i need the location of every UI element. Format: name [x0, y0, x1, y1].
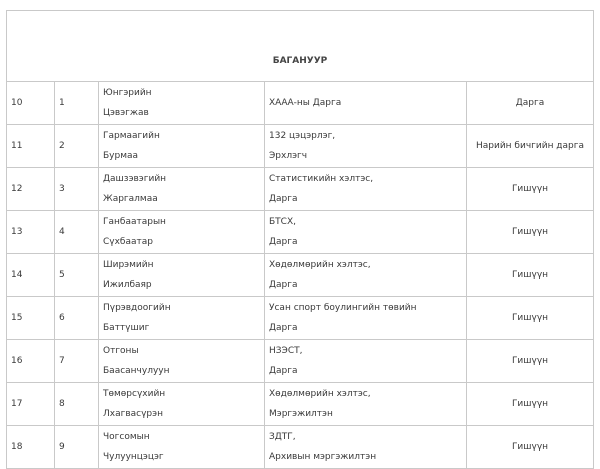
row-index-cell: 16 [7, 340, 55, 383]
organization-cell [265, 168, 467, 211]
organization-cell [265, 383, 467, 426]
members-table [6, 10, 594, 469]
name-cell [99, 383, 265, 426]
row-number-cell: 4 [55, 211, 99, 254]
father-name: Төмөрсүхийн [103, 389, 166, 399]
row-number-cell: 2 [55, 125, 99, 168]
row-number-cell: 7 [55, 340, 99, 383]
row-number-cell: 6 [55, 297, 99, 340]
row-number-cell: 1 [55, 82, 99, 125]
name-cell [99, 168, 265, 211]
name-cell [99, 297, 265, 340]
committee-role-cell: Нарийн бичгийн дарга [467, 125, 594, 168]
name-cell [99, 125, 265, 168]
organization: Усан спорт боулингийн төвийн [269, 303, 417, 313]
father-name: Чогсомын [103, 432, 150, 442]
organization-cell [265, 426, 467, 469]
table-row [7, 383, 594, 426]
table-row [7, 125, 594, 168]
table-heading: БАГАНУУР [7, 11, 594, 82]
position: Дарга [269, 194, 298, 204]
organization: Статистикийн хэлтэс, [269, 174, 374, 184]
row-index-cell: 18 [7, 426, 55, 469]
organization-cell [265, 340, 467, 383]
committee-role-cell: Гишүүн [467, 383, 594, 426]
name-cell [99, 82, 265, 125]
name-cell [99, 211, 265, 254]
organization: Хөдөлмөрийн хэлтэс, [269, 260, 371, 270]
name-cell [99, 426, 265, 469]
row-index-cell: 11 [7, 125, 55, 168]
row-index-cell: 15 [7, 297, 55, 340]
organization: ХААА-ны Дарга [269, 98, 342, 108]
organization-cell [265, 82, 467, 125]
committee-role-cell: Гишүүн [467, 340, 594, 383]
father-name: Отгоны [103, 346, 139, 356]
organization-cell [265, 254, 467, 297]
position: Мэргэжилтэн [269, 409, 333, 419]
given-name: Цэвэгжав [103, 108, 149, 118]
table-row [7, 254, 594, 297]
table-row [7, 211, 594, 254]
row-index-cell: 17 [7, 383, 55, 426]
table-heading-row [7, 11, 594, 82]
row-index-cell: 13 [7, 211, 55, 254]
table-row [7, 426, 594, 469]
organization-cell [265, 297, 467, 340]
position: Дарга [269, 280, 298, 290]
given-name: Лхагвасүрэн [103, 409, 163, 419]
given-name: Чулуунцэцэг [103, 452, 164, 462]
table-row [7, 82, 594, 125]
father-name: Ширэмийн [103, 260, 154, 270]
position: Дарга [269, 237, 298, 247]
given-name: Баттүшиг [103, 323, 150, 333]
given-name: Сүхбаатар [103, 237, 153, 247]
table-row [7, 297, 594, 340]
row-number-cell: 3 [55, 168, 99, 211]
given-name: Ижилбаяр [103, 280, 152, 290]
position: Архивын мэргэжилтэн [269, 452, 377, 462]
organization: ЗДТГ, [269, 432, 296, 442]
table-row [7, 340, 594, 383]
row-number-cell: 9 [55, 426, 99, 469]
organization: НЗЭСТ, [269, 346, 303, 356]
position: Эрхлэгч [269, 151, 308, 161]
father-name: Гармаагийн [103, 131, 160, 141]
organization-cell [265, 211, 467, 254]
given-name: Жаргалмаа [103, 194, 158, 204]
father-name: Дашзэвэгийн [103, 174, 167, 184]
position: Дарга [269, 366, 298, 376]
committee-role-cell: Гишүүн [467, 254, 594, 297]
row-index-cell: 12 [7, 168, 55, 211]
committee-role-cell: Дарга [467, 82, 594, 125]
given-name: Баасанчулуун [103, 366, 170, 376]
row-index-cell: 14 [7, 254, 55, 297]
father-name: Ганбаатарын [103, 217, 166, 227]
organization: Хөдөлмөрийн хэлтэс, [269, 389, 371, 399]
committee-role-cell: Гишүүн [467, 426, 594, 469]
given-name: Бурмаа [103, 151, 139, 161]
table-row [7, 168, 594, 211]
organization: 132 цэцэрлэг, [269, 131, 336, 141]
row-index-cell: 10 [7, 82, 55, 125]
organization: БТСХ, [269, 217, 296, 227]
organization-cell [265, 125, 467, 168]
row-number-cell: 5 [55, 254, 99, 297]
committee-role-cell: Гишүүн [467, 168, 594, 211]
name-cell [99, 340, 265, 383]
committee-role-cell: Гишүүн [467, 297, 594, 340]
committee-role-cell: Гишүүн [467, 211, 594, 254]
position: Дарга [269, 323, 298, 333]
father-name: Юнгэрийн [103, 88, 152, 98]
name-cell [99, 254, 265, 297]
row-number-cell: 8 [55, 383, 99, 426]
father-name: Пүрэвдоогийн [103, 303, 171, 313]
